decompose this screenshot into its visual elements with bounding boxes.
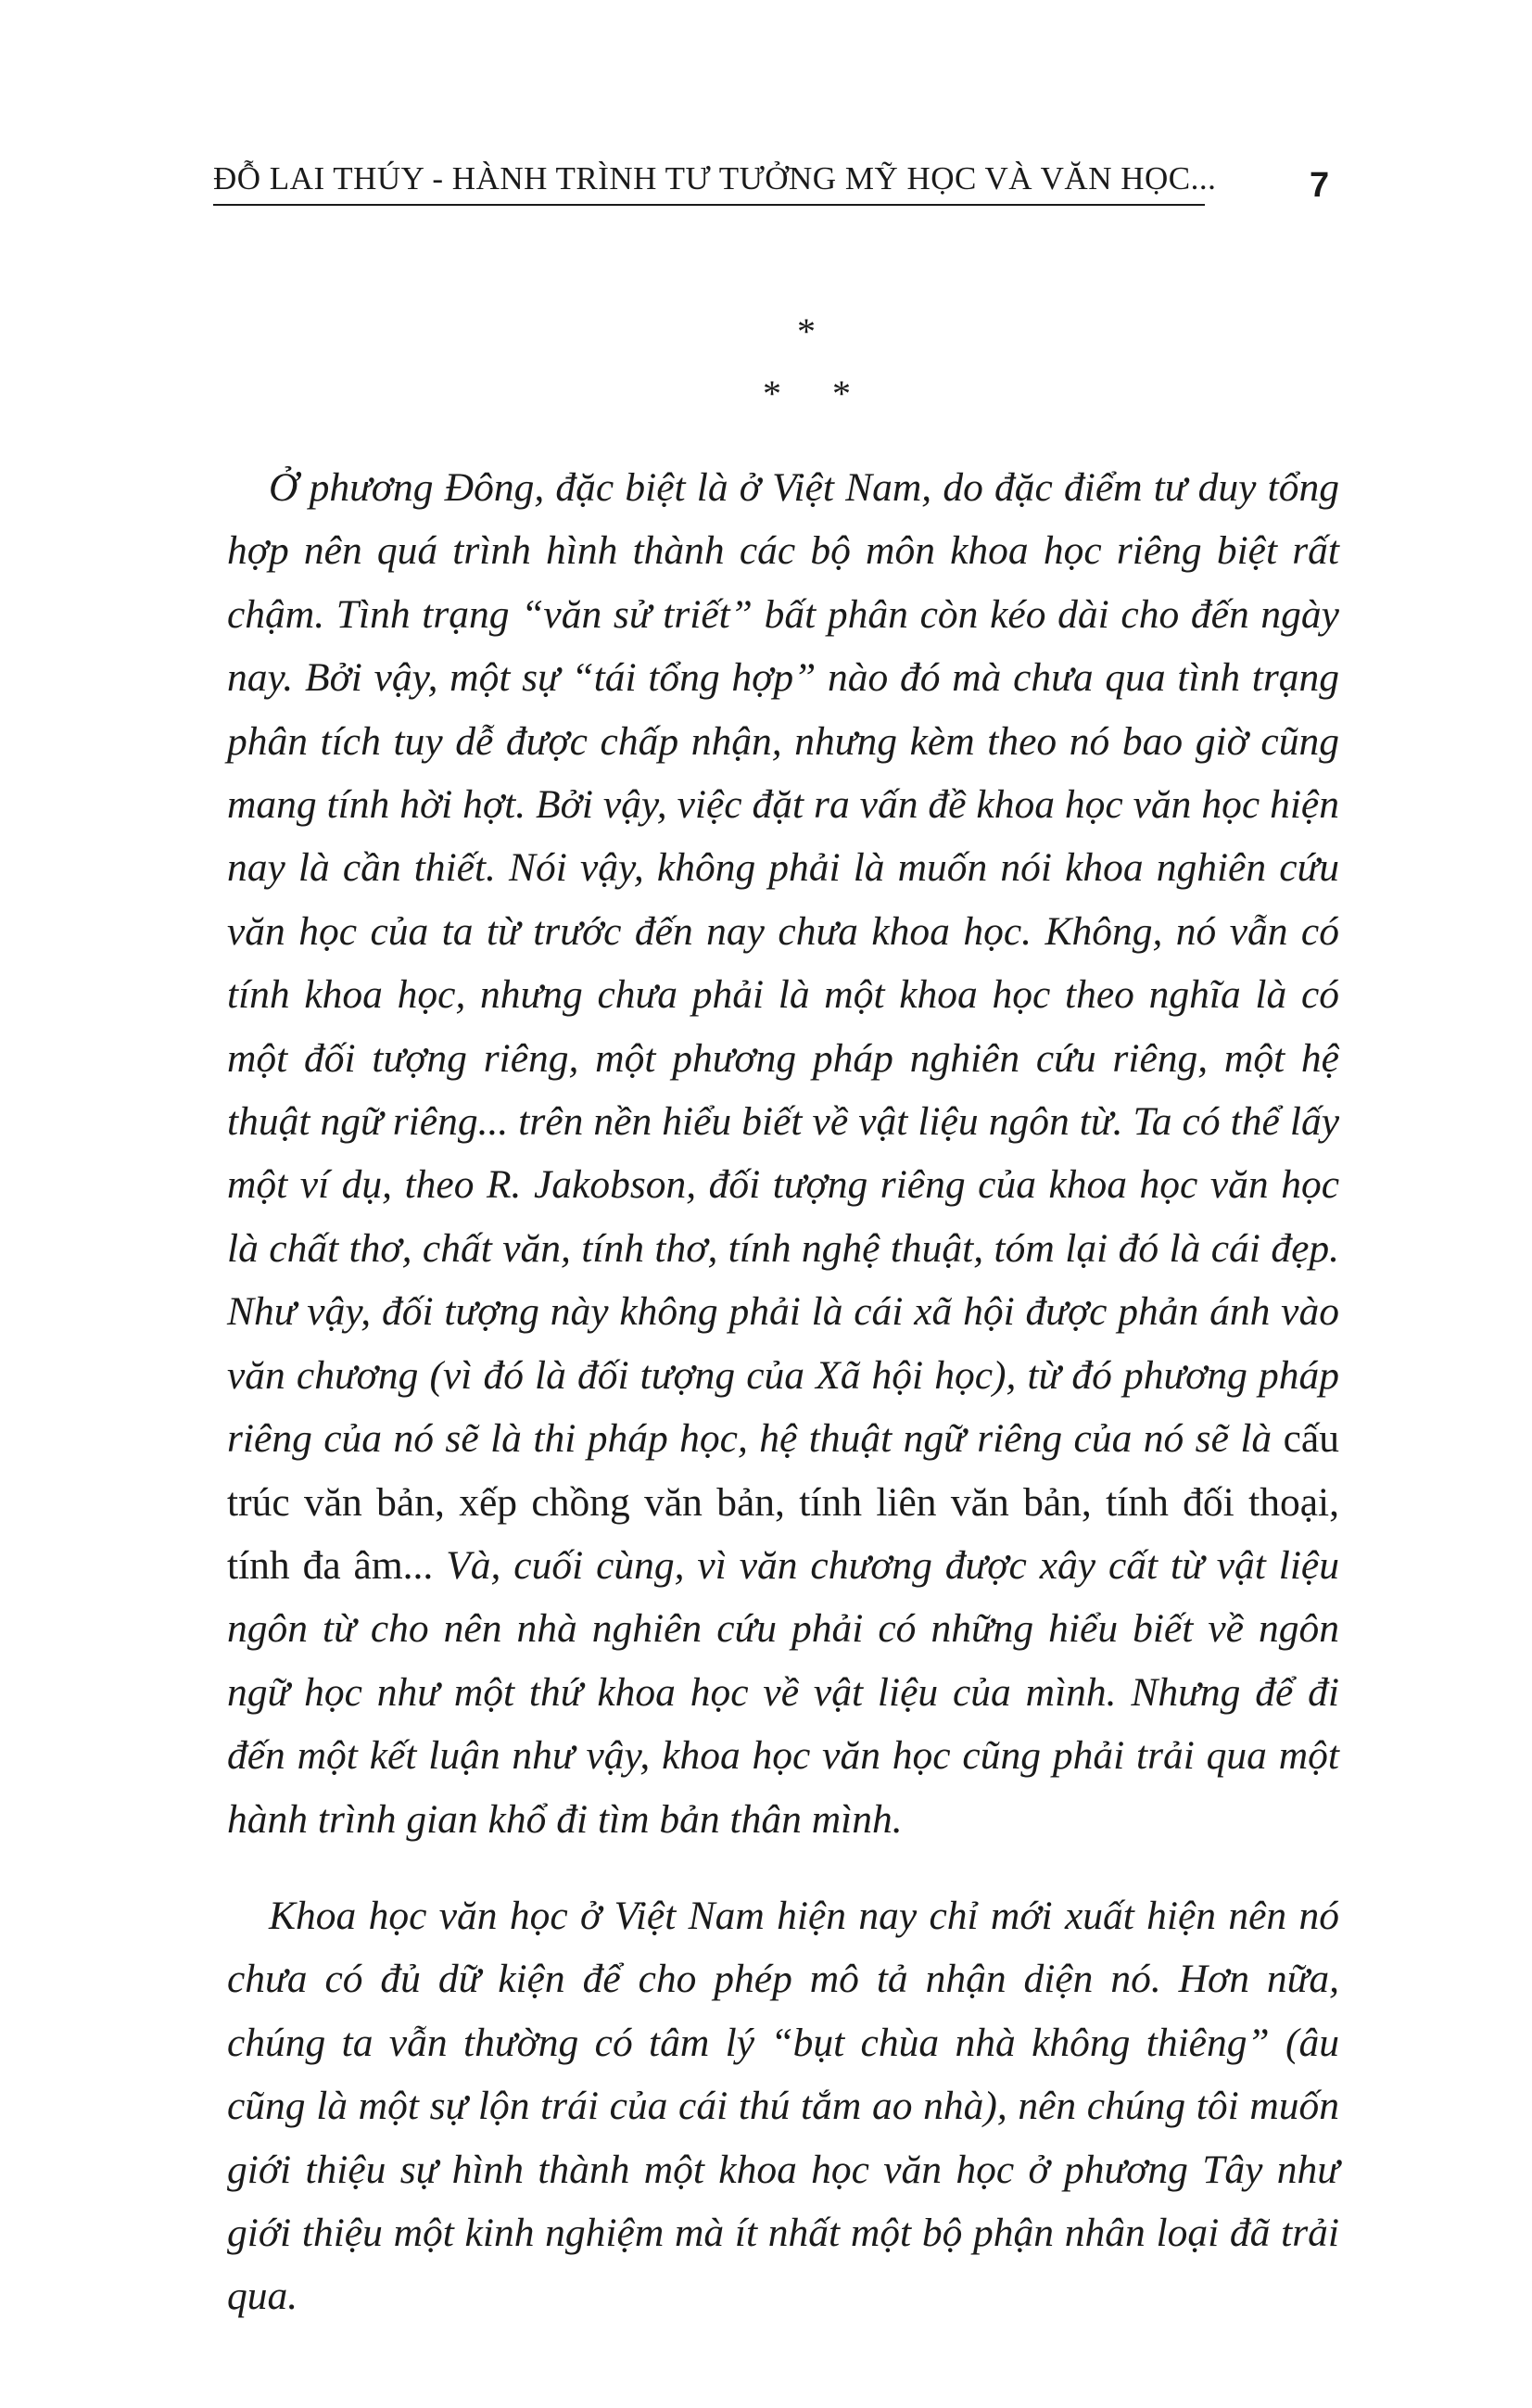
paragraph-1-upright-terms: cấu trúc văn bản, xếp chồng văn bản, tính liên văn bản, tính đối thoại, tính đa âm...	[227, 1416, 1339, 1588]
paragraph-2: Khoa học văn học ở Việt Nam hiện nay chỉ mới xuất hiện nên nó chưa có đủ dữ kiện để cho phép mô tả nhận diện nó. Hơn nữa, chúng ta vẫn thường có tâm lý “bụt chùa nhà không thiêng” (âu cũng là một sự lộn trái của cái thú tắm ao nhà), nên chúng tôi muốn giới thiệu sự hình thành một khoa học văn học ở phương Tây như giới thiệu một kinh nghiệm mà ít nhất một bộ phận nhân loại đã trải qua.	[227, 1893, 1339, 2319]
running-header	[213, 159, 1217, 215]
paragraph-1-part-1: Ở phương Đông, đặc biệt là ở Việt Nam, do đặc điểm tư duy tổng hợp nên quá trình hình thành các bộ môn khoa học riêng biệt rất chậm. Tình trạng “văn sử triết” bất phân còn kéo dài cho đến ngày nay. Bởi vậy, một sự “tái tổng hợp” nào đó mà chưa qua tình trạng phân tích tuy dễ được chấp nhận, nhưng kèm theo nó bao giờ cũng mang tính hời hợt. Bởi vậy, việc đặt ra vấn đề khoa học văn học hiện nay là cần thiết. Nói vậy, không phải là muốn nói khoa nghiên cứu văn học của ta từ trước đến nay chưa khoa học. Không, nó vẫn có tính khoa học, nhưng chưa phải là một khoa học theo nghĩa là có một đối tượng riêng, một phương pháp nghiên cứu riêng, một hệ thuật ngữ riêng... trên nền hiểu biết về vật liệu ngôn từ. Ta có thể lấy một ví dụ, theo R. Jakobson, đối tượng riêng của khoa học văn học là chất thơ, chất văn, tính thơ, tính nghệ thuật, tóm lại đó là cái đẹp. Như vậy, đối tượng này không phải là cái xã hội được phản ánh vào văn chương (vì đó là đối tượng của Xã hội học), từ đó phương pháp riêng của nó sẽ là thi pháp học, hệ thuật ngữ riêng của nó sẽ là	[227, 465, 1339, 1462]
body-text	[227, 456, 1339, 2328]
asterism-right: *	[832, 373, 851, 414]
page-number: 7	[1310, 166, 1330, 205]
running-title: ĐỖ LAI THÚY - HÀNH TRÌNH TƯ TƯỞNG MỸ HỌC VÀ VĂN HỌC...	[213, 159, 1205, 206]
paragraph-1	[227, 456, 1339, 1851]
paragraph-1-part-3: Và, cuối cùng, vì văn chương được xây cất từ vật liệu ngôn từ cho nên nhà nghiên cứu phải có những hiểu biết về ngôn ngữ học như một thứ khoa học về vật liệu của mình. Nhưng để đi đến một kết luận như vậy, khoa học văn học cũng phải trải qua một hành trình gian khổ đi tìm bản thân mình.	[227, 1542, 1339, 1842]
asterism-top: *	[797, 311, 816, 352]
asterism-left: *	[763, 373, 781, 414]
